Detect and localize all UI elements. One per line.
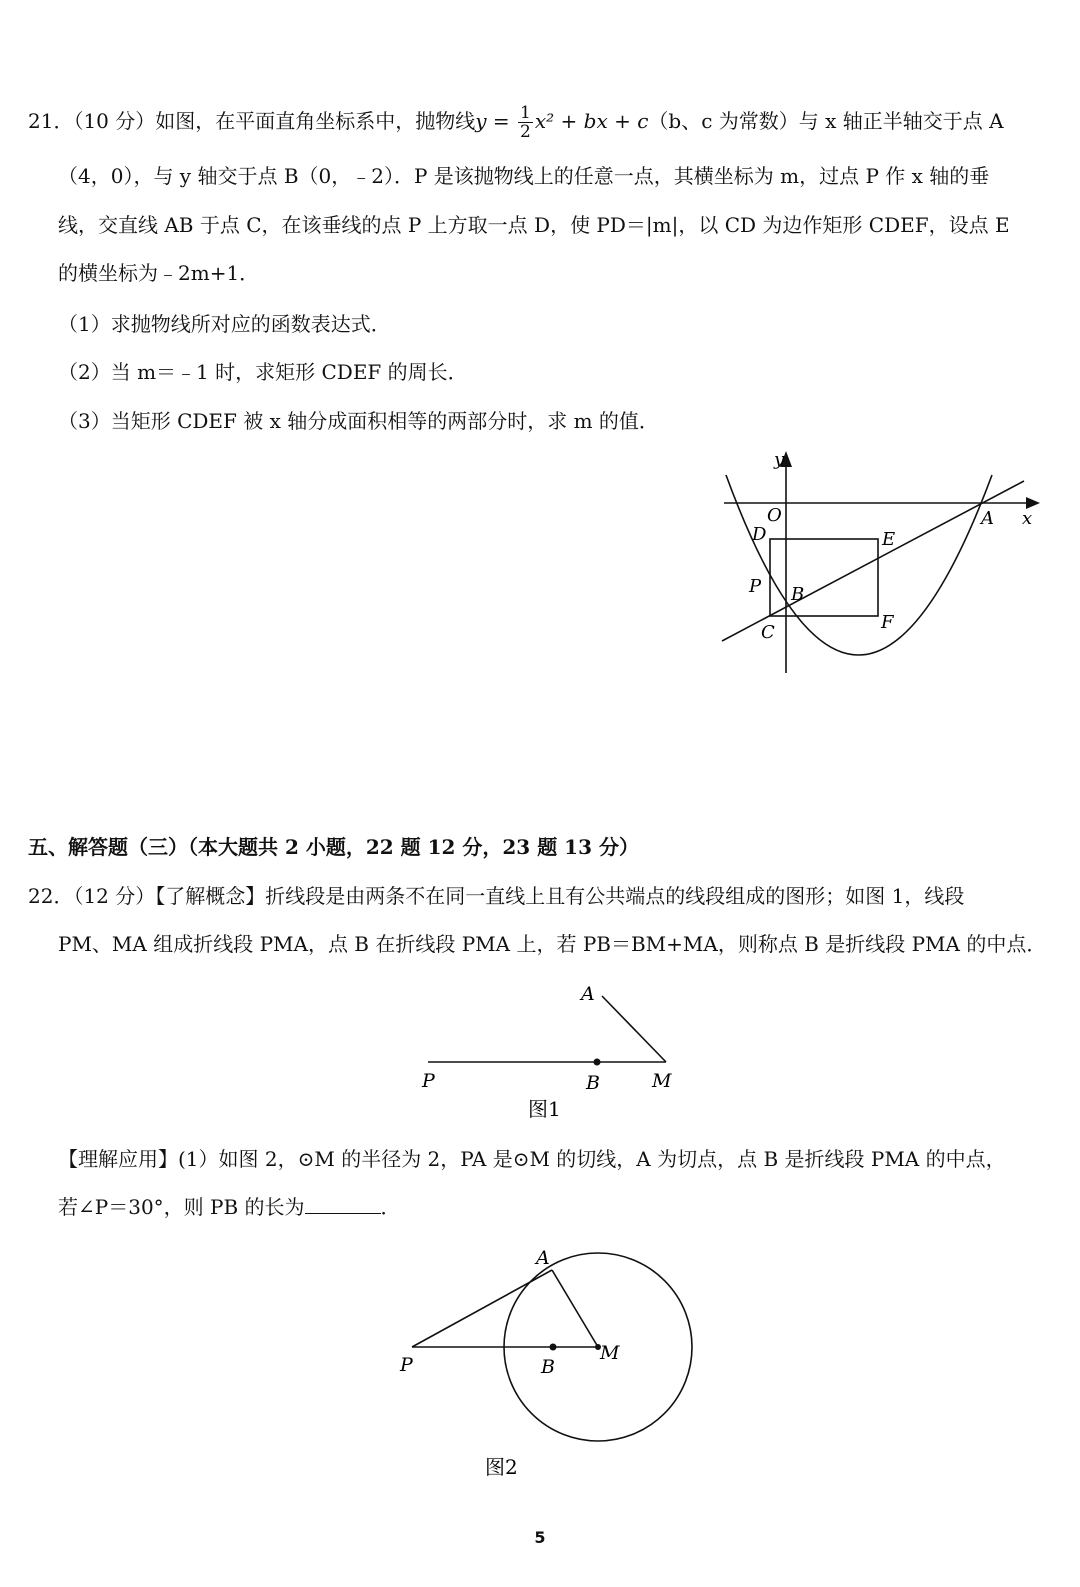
fig1-label-p: P: [422, 1070, 435, 1092]
q22-apply-line1: 【理解应用】(1）如图 2，⊙M 的半径为 2，PA 是⊙M 的切线，A 为切点，点 B 是折线段 PMA 的中点，: [58, 1147, 1006, 1171]
fig1-label-a: A: [581, 983, 595, 1005]
section5-heading: 五、解答题（三）（本大题共 2 小题，22 题 12 分，23 题 13 分）: [28, 835, 639, 859]
q22-line2: PM、MA 组成折线段 PMA，点 B 在折线段 PMA 上，若 PB＝BM+MA，则称点 B 是折线段 PMA 的中点．: [58, 932, 1047, 956]
fig1-caption: 图1: [528, 1097, 561, 1121]
q21-line4: 的横坐标为﹣2m+1．: [58, 261, 260, 285]
label-c: C: [761, 622, 775, 643]
q21-frac-num: 1: [520, 103, 531, 123]
fig1-label-b: B: [586, 1072, 600, 1094]
fig1-label-m: M: [652, 1070, 672, 1092]
figure-2: [396, 1240, 702, 1488]
q21-part1: （1）求抛物线所对应的函数表达式．: [58, 312, 391, 336]
label-o: O: [767, 505, 782, 526]
q21-line3: 线，交直线 AB 于点 C，在该垂线的点 P 上方取一点 D，使 PD＝|m|，以 CD 为边作矩形 CDEF，设点 E: [58, 213, 1010, 237]
q21-part3: （3）当矩形 CDEF 被 x 轴分成面积相等的两部分时，求 m 的值．: [58, 409, 659, 433]
q22-apply-line2: [58, 1193, 401, 1221]
label-b: B: [791, 584, 805, 605]
label-x: x: [1022, 508, 1033, 529]
fig2-label-p: P: [400, 1354, 413, 1376]
q21-part2: （2）当 m＝﹣1 时，求矩形 CDEF 的周长．: [58, 360, 468, 384]
q22-apply2-end: ．: [380, 1195, 401, 1219]
figure-1: [418, 978, 672, 1121]
segment-pa: [412, 1270, 552, 1347]
label-e: E: [882, 529, 896, 550]
fig2-label-b: B: [541, 1356, 555, 1378]
label-p: P: [749, 576, 762, 597]
q21-formula-y: y =: [475, 109, 510, 133]
q22-apply2-text: 若∠P＝30°，则 PB 的长为: [58, 1195, 305, 1219]
q21-figure: [718, 445, 1048, 677]
point-b-dot: [594, 1059, 601, 1066]
q22-line1: 22．（12 分）【了解概念】折线段是由两条不在同一直线上且有公共端点的线段组成的图形；如图 1，线段: [28, 884, 965, 908]
fig2-label-a: A: [536, 1247, 550, 1269]
q21-line2: （4，0），与 y 轴交于点 B（0，﹣2）．P 是该抛物线上的任意一点，其横坐标为 m，过点 P 作 x 轴的垂: [58, 164, 990, 188]
label-a: A: [981, 508, 994, 529]
segment-am: [552, 1270, 598, 1347]
label-y: y: [774, 449, 785, 470]
segment-ma: [602, 996, 666, 1062]
q21-number-text: 21．（10 分）如图，在平面直角坐标系中，抛物线: [28, 109, 476, 133]
answer-blank[interactable]: [305, 1193, 381, 1214]
fig2-label-m: M: [600, 1342, 620, 1364]
q21-formula-rest: x² + bx + c: [534, 109, 649, 133]
q21-frac-den: 2: [520, 122, 531, 142]
point-b-dot: [550, 1344, 557, 1351]
fig2-caption: 图2: [485, 1455, 518, 1479]
label-f: F: [881, 612, 894, 633]
q21-after-formula: （b、c 为常数）与 x 轴正半轴交于点 A: [648, 109, 1004, 133]
q21-fraction: [518, 104, 533, 141]
q21-line1: [28, 104, 1004, 141]
page-number: 5: [534, 1528, 546, 1547]
label-d: D: [752, 524, 767, 545]
